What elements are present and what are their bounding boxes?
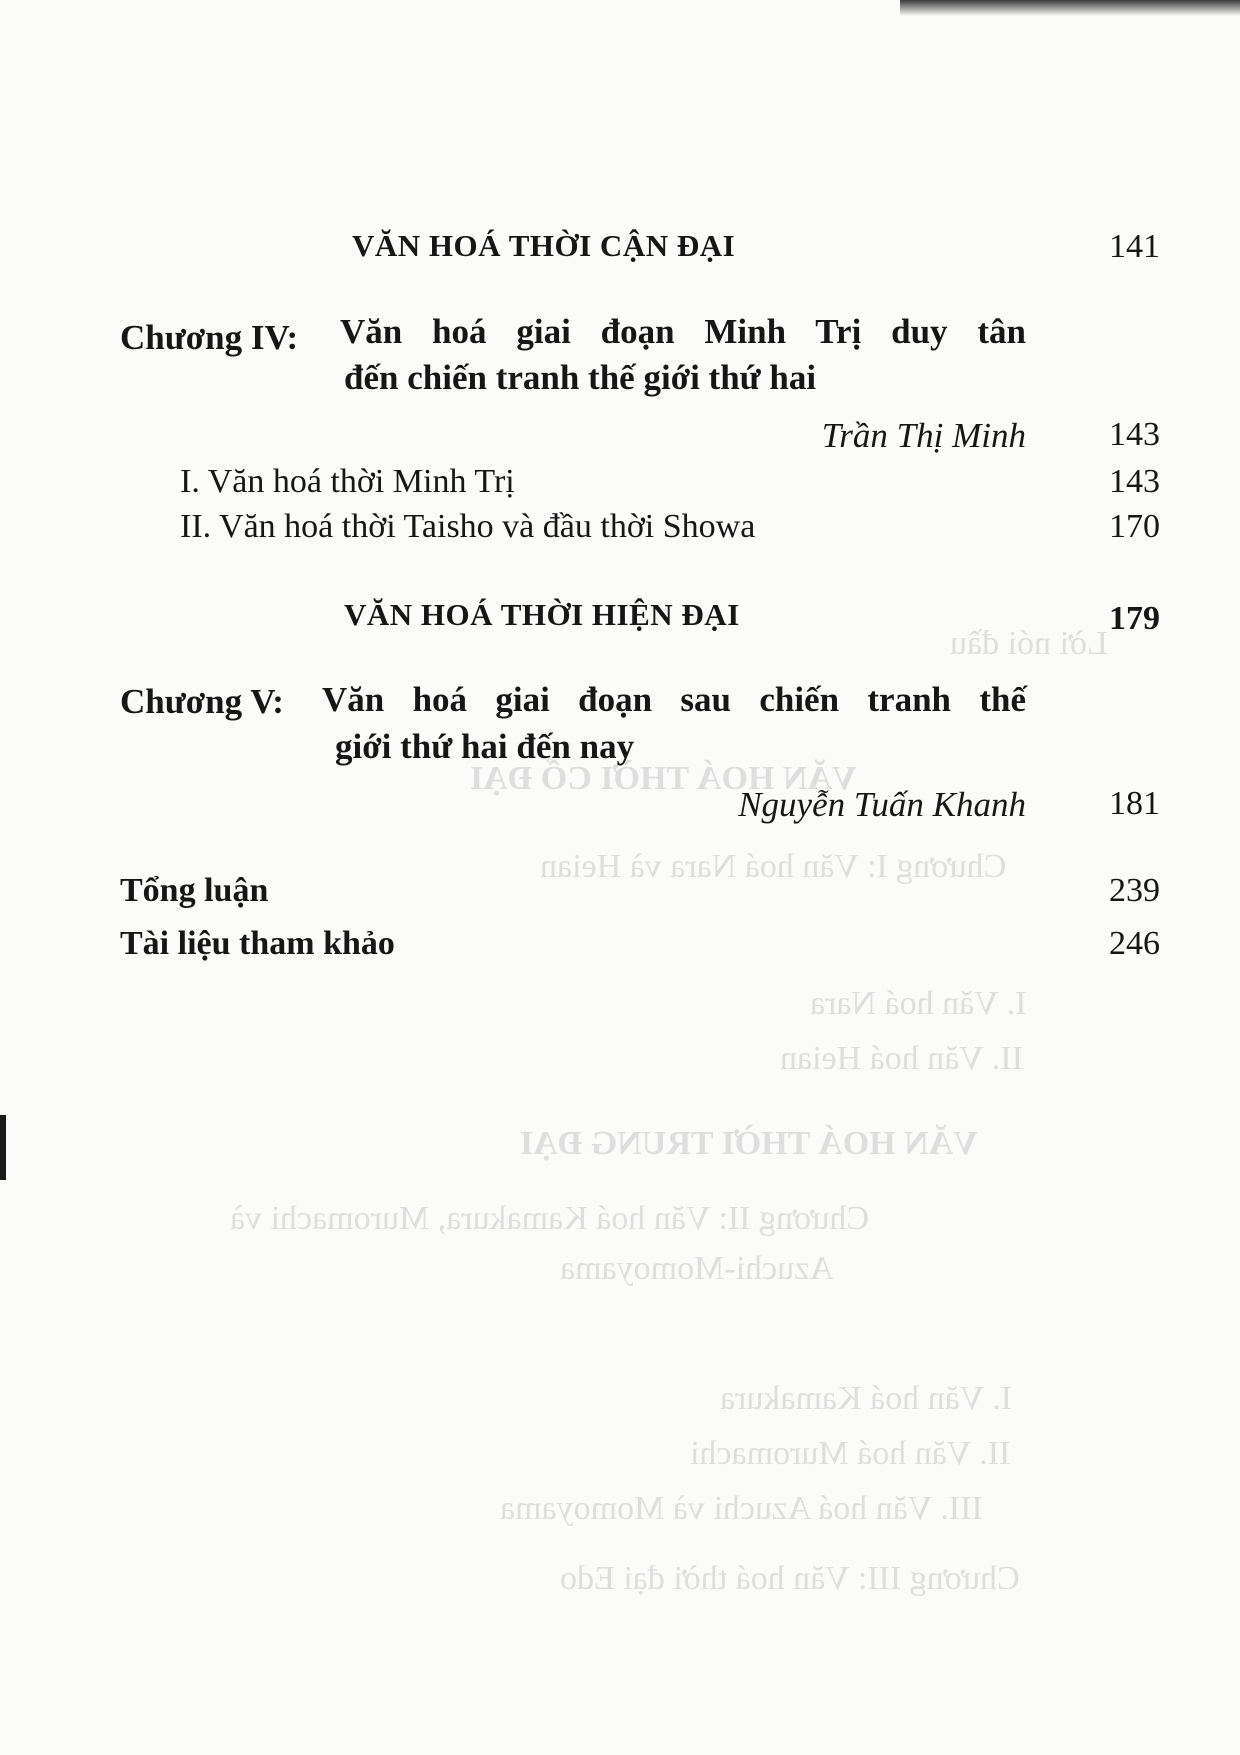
section-title: VĂN HOÁ THỜI HIỆN ĐẠI — [344, 597, 740, 632]
chapter-title: đến chiến tranh thế giới thứ hai — [344, 358, 817, 397]
chapter-author: Trần Thị Minh — [821, 416, 1026, 455]
bleed-through-text: III. Văn hoá Azuchi và Momoyama — [500, 1490, 983, 1527]
chapter-author: Nguyễn Tuấn Khanh — [738, 785, 1026, 824]
toc-item: Tài liệu tham khảo — [120, 925, 395, 962]
bleed-through-text: VĂN HOÁ THỜI TRUNG ĐẠI — [520, 1125, 978, 1162]
page-number: 170 — [1109, 508, 1160, 545]
page-number: 246 — [1109, 925, 1160, 962]
bleed-through-text: Lời nói đầu — [950, 625, 1108, 662]
binding-edge-mark — [0, 1115, 6, 1180]
toc-item: Tổng luận — [120, 872, 269, 909]
toc-subitem: II. Văn hoá thời Taisho và đầu thời Showa — [180, 508, 756, 545]
bleed-through-text: Chương III: Văn hoá thời đại Edo — [560, 1560, 1020, 1597]
page-number: 143 — [1109, 463, 1160, 500]
bleed-through-text: I. Văn hoá Nara — [810, 985, 1027, 1022]
page-number: 143 — [1109, 416, 1160, 453]
page-number: 181 — [1109, 785, 1160, 822]
chapter-title: Văn hoá giai đoạn sau chiến tranh thế — [322, 680, 1026, 719]
section-title: VĂN HOÁ THỜI CẬN ĐẠI — [352, 228, 736, 263]
chapter-title: Văn hoá giai đoạn Minh Trị duy tân — [340, 312, 1026, 351]
bleed-through-text: II. Văn hoá Muromachi — [690, 1435, 1011, 1472]
chapter-label: Chương V: — [120, 682, 284, 721]
bleed-through-text: I. Văn hoá Kamakura — [720, 1380, 1013, 1417]
chapter-label: Chương IV: — [120, 318, 299, 357]
bleed-through-text: Chương II: Văn hoá Kamakura, Muromachi và — [230, 1200, 870, 1237]
page-number: 141 — [1109, 228, 1160, 265]
bleed-through-text: II. Văn hoá Heian — [780, 1040, 1023, 1077]
page-number: 179 — [1109, 600, 1160, 637]
toc-subitem: I. Văn hoá thời Minh Trị — [180, 463, 515, 500]
bleed-through-text: Azuchi-Momoyama — [560, 1250, 834, 1287]
chapter-title: giới thứ hai đến nay — [335, 727, 635, 766]
page-number: 239 — [1109, 872, 1160, 909]
page-top-shadow — [900, 0, 1240, 16]
bleed-through-text: Chương I: Văn hoá Nara và Heian — [540, 848, 1007, 885]
bleed-through-text: VĂN HOÁ THỜI CỔ ĐẠI — [470, 760, 857, 797]
